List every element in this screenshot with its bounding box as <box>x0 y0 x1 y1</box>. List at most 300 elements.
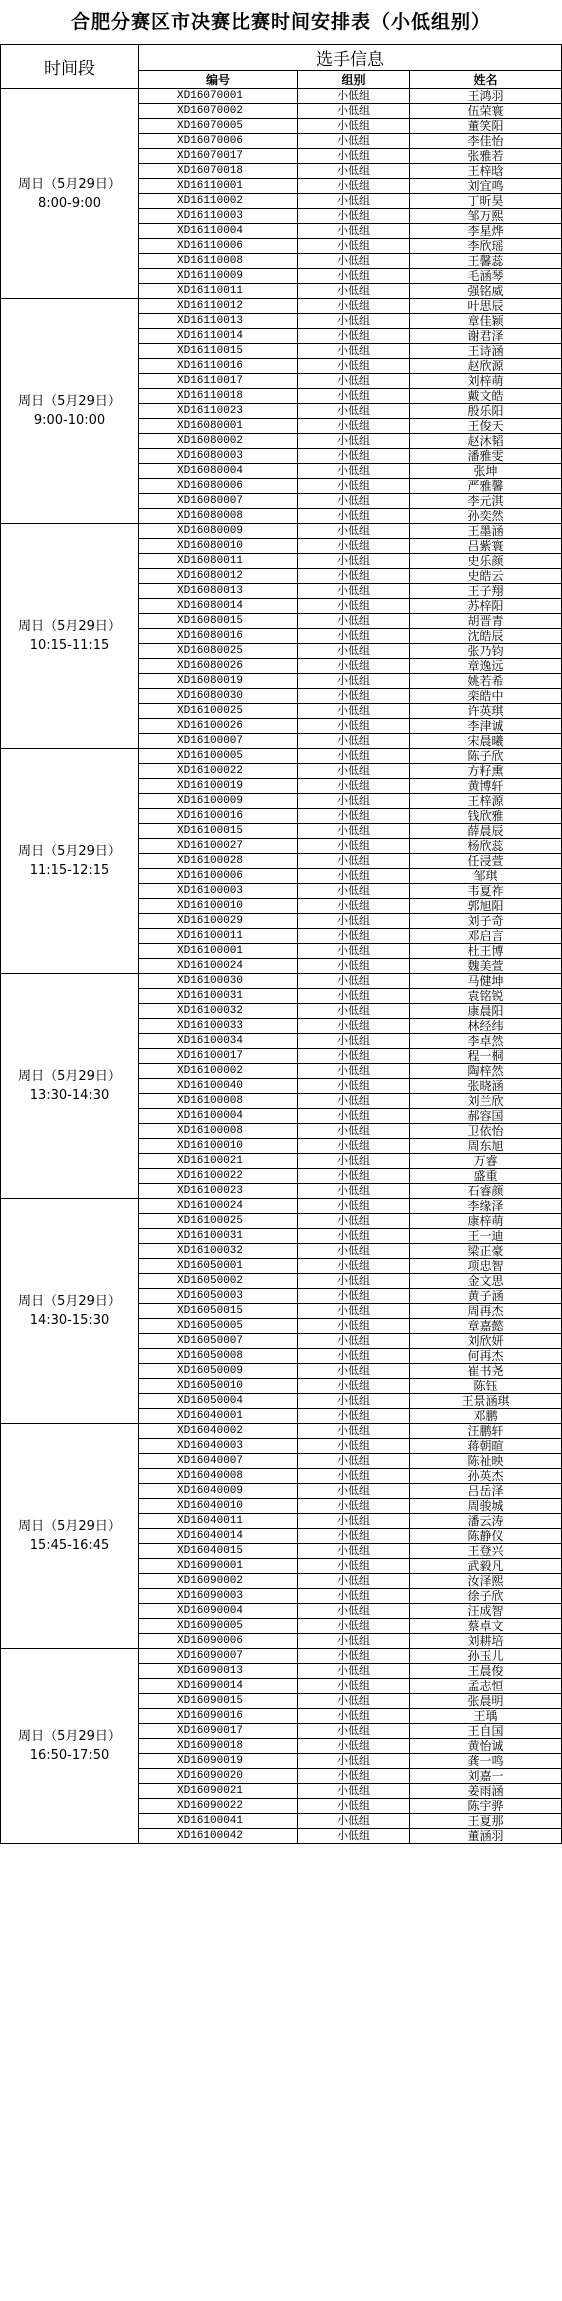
player-group: 小低组 <box>298 464 410 479</box>
player-code: XD16050004 <box>139 1394 298 1409</box>
player-group: 小低组 <box>298 1829 410 1844</box>
player-code: XD16080011 <box>139 554 298 569</box>
player-code: XD16110018 <box>139 389 298 404</box>
player-info-header: 选手信息 <box>139 45 562 71</box>
period-day: 周日（5月29日） <box>18 1069 121 1084</box>
player-name: 李卓然 <box>410 1034 562 1049</box>
player-name: 崔书尧 <box>410 1364 562 1379</box>
player-name: 汪鹏轩 <box>410 1424 562 1439</box>
group-header: 组别 <box>298 71 410 89</box>
player-group: 小低组 <box>298 1574 410 1589</box>
player-code: XD16090001 <box>139 1559 298 1574</box>
player-code: XD16070018 <box>139 164 298 179</box>
player-group: 小低组 <box>298 494 410 509</box>
schedule-table <box>0 44 562 1844</box>
player-code: XD16040002 <box>139 1424 298 1439</box>
player-group: 小低组 <box>298 134 410 149</box>
time-period-cell <box>1 1424 139 1649</box>
player-code: XD16070005 <box>139 119 298 134</box>
player-name: 胡晋青 <box>410 614 562 629</box>
player-name: 孙玉儿 <box>410 1649 562 1664</box>
player-code: XD16100005 <box>139 749 298 764</box>
player-group: 小低组 <box>298 1169 410 1184</box>
player-name: 韦夏祚 <box>410 884 562 899</box>
player-group: 小低组 <box>298 1559 410 1574</box>
player-code: XD16090017 <box>139 1724 298 1739</box>
player-name: 董涵羽 <box>410 1829 562 1844</box>
player-name: 孙奕然 <box>410 509 562 524</box>
player-code: XD16100024 <box>139 959 298 974</box>
player-group: 小低组 <box>298 269 410 284</box>
player-code: XD16080008 <box>139 509 298 524</box>
time-period-cell <box>1 1199 139 1424</box>
player-name: 邓鹏 <box>410 1409 562 1424</box>
player-group: 小低组 <box>298 1034 410 1049</box>
player-group: 小低组 <box>298 344 410 359</box>
player-group: 小低组 <box>298 329 410 344</box>
table-row <box>1 749 562 764</box>
player-code: XD16080012 <box>139 569 298 584</box>
player-group: 小低组 <box>298 1079 410 1094</box>
player-group: 小低组 <box>298 164 410 179</box>
player-group: 小低组 <box>298 224 410 239</box>
player-name: 徐子欣 <box>410 1589 562 1604</box>
player-name: 李佳怡 <box>410 134 562 149</box>
player-code: XD16100009 <box>139 794 298 809</box>
player-code: XD16080025 <box>139 644 298 659</box>
player-name: 陈子欣 <box>410 749 562 764</box>
player-name: 孟志恒 <box>410 1679 562 1694</box>
player-group: 小低组 <box>298 1499 410 1514</box>
player-group: 小低组 <box>298 1124 410 1139</box>
player-code: XD16080014 <box>139 599 298 614</box>
player-name: 刘宜鸣 <box>410 179 562 194</box>
player-code: XD16050003 <box>139 1289 298 1304</box>
player-code: XD16100011 <box>139 929 298 944</box>
period-day: 周日（5月29日） <box>18 619 121 634</box>
player-code: XD16100041 <box>139 1814 298 1829</box>
player-group: 小低组 <box>298 1784 410 1799</box>
schedule-body <box>1 45 562 1844</box>
player-group: 小低组 <box>298 809 410 824</box>
player-code: XD16100034 <box>139 1034 298 1049</box>
player-code: XD16090005 <box>139 1619 298 1634</box>
player-name: 殷乐阳 <box>410 404 562 419</box>
player-group: 小低组 <box>298 1439 410 1454</box>
player-name: 姜雨涵 <box>410 1784 562 1799</box>
player-code: XD16090019 <box>139 1754 298 1769</box>
table-row <box>1 1199 562 1214</box>
table-row <box>1 974 562 989</box>
player-group: 小低组 <box>298 1139 410 1154</box>
player-group: 小低组 <box>298 554 410 569</box>
player-name: 张晓涵 <box>410 1079 562 1094</box>
player-name: 康晨阳 <box>410 1004 562 1019</box>
player-group: 小低组 <box>298 149 410 164</box>
player-code: XD16040007 <box>139 1454 298 1469</box>
player-group: 小低组 <box>298 389 410 404</box>
player-group: 小低组 <box>298 1349 410 1364</box>
player-code: XD16080019 <box>139 674 298 689</box>
player-code: XD16100031 <box>139 1229 298 1244</box>
player-code: XD16040011 <box>139 1514 298 1529</box>
player-name: 潘云涛 <box>410 1514 562 1529</box>
player-code: XD16090020 <box>139 1769 298 1784</box>
player-group: 小低组 <box>298 1289 410 1304</box>
player-code: XD16100006 <box>139 869 298 884</box>
player-name: 梁正豪 <box>410 1244 562 1259</box>
player-group: 小低组 <box>298 1319 410 1334</box>
player-code: XD16080013 <box>139 584 298 599</box>
player-group: 小低组 <box>298 644 410 659</box>
player-code: XD16050007 <box>139 1334 298 1349</box>
player-code: XD16110002 <box>139 194 298 209</box>
player-code: XD16040009 <box>139 1484 298 1499</box>
player-group: 小低组 <box>298 179 410 194</box>
player-code: XD16100016 <box>139 809 298 824</box>
player-code: XD16080006 <box>139 479 298 494</box>
player-name: 苏梓阳 <box>410 599 562 614</box>
player-code: XD16100010 <box>139 899 298 914</box>
player-group: 小低组 <box>298 659 410 674</box>
player-name: 龚一鸣 <box>410 1754 562 1769</box>
table-row <box>1 299 562 314</box>
player-name: 宋晨曦 <box>410 734 562 749</box>
player-code: XD16050005 <box>139 1319 298 1334</box>
player-group: 小低组 <box>298 434 410 449</box>
player-code: XD16100022 <box>139 764 298 779</box>
player-group: 小低组 <box>298 254 410 269</box>
player-name: 马健坤 <box>410 974 562 989</box>
player-name: 沈皓辰 <box>410 629 562 644</box>
player-name: 王俊天 <box>410 419 562 434</box>
player-code: XD16050015 <box>139 1304 298 1319</box>
player-code: XD16080026 <box>139 659 298 674</box>
player-group: 小低组 <box>298 959 410 974</box>
player-group: 小低组 <box>298 1304 410 1319</box>
player-group: 小低组 <box>298 869 410 884</box>
player-code: XD16100001 <box>139 944 298 959</box>
player-group: 小低组 <box>298 929 410 944</box>
player-group: 小低组 <box>298 1754 410 1769</box>
player-code: XD16090006 <box>139 1634 298 1649</box>
player-group: 小低组 <box>298 1409 410 1424</box>
player-code: XD16100023 <box>139 1184 298 1199</box>
player-group: 小低组 <box>298 914 410 929</box>
period-day: 周日（5月29日） <box>18 1294 121 1309</box>
player-code: XD16100025 <box>139 704 298 719</box>
player-name: 康梓萌 <box>410 1214 562 1229</box>
player-group: 小低组 <box>298 884 410 899</box>
player-name: 刘耕培 <box>410 1634 562 1649</box>
player-group: 小低组 <box>298 539 410 554</box>
player-group: 小低组 <box>298 1334 410 1349</box>
player-name: 张坤 <box>410 464 562 479</box>
player-name: 王鸿羽 <box>410 89 562 104</box>
player-code: XD16090007 <box>139 1649 298 1664</box>
player-group: 小低组 <box>298 1214 410 1229</box>
code-header: 编号 <box>139 71 298 89</box>
player-name: 王景涵琪 <box>410 1394 562 1409</box>
time-period-cell <box>1 974 139 1199</box>
player-name: 汪成智 <box>410 1604 562 1619</box>
player-name: 姚若希 <box>410 674 562 689</box>
player-name: 王登兴 <box>410 1544 562 1559</box>
player-group: 小低组 <box>298 1619 410 1634</box>
player-group: 小低组 <box>298 1094 410 1109</box>
player-code: XD16090013 <box>139 1664 298 1679</box>
player-name: 章佳颖 <box>410 314 562 329</box>
player-group: 小低组 <box>298 794 410 809</box>
player-name: 刘梓萌 <box>410 374 562 389</box>
player-group: 小低组 <box>298 569 410 584</box>
player-group: 小低组 <box>298 1004 410 1019</box>
player-name: 章嘉懿 <box>410 1319 562 1334</box>
player-code: XD16080010 <box>139 539 298 554</box>
player-group: 小低组 <box>298 1634 410 1649</box>
player-group: 小低组 <box>298 1724 410 1739</box>
player-code: XD16100031 <box>139 989 298 1004</box>
player-code: XD16110016 <box>139 359 298 374</box>
player-code: XD16070006 <box>139 134 298 149</box>
player-group: 小低组 <box>298 314 410 329</box>
player-name: 薛晨辰 <box>410 824 562 839</box>
player-group: 小低组 <box>298 629 410 644</box>
player-name: 王自国 <box>410 1724 562 1739</box>
player-group: 小低组 <box>298 1694 410 1709</box>
player-name: 王一迪 <box>410 1229 562 1244</box>
player-group: 小低组 <box>298 284 410 299</box>
player-code: XD16100040 <box>139 1079 298 1094</box>
player-code: XD16100019 <box>139 779 298 794</box>
player-group: 小低组 <box>298 449 410 464</box>
player-code: XD16070001 <box>139 89 298 104</box>
player-name: 黄博轩 <box>410 779 562 794</box>
player-name: 程一桐 <box>410 1049 562 1064</box>
player-name: 丁昕昊 <box>410 194 562 209</box>
player-code: XD16110001 <box>139 179 298 194</box>
player-code: XD16100032 <box>139 1244 298 1259</box>
period-time: 8:00-9:00 <box>37 195 102 211</box>
player-code: XD16100007 <box>139 734 298 749</box>
player-code: XD16090021 <box>139 1784 298 1799</box>
player-code: XD16110008 <box>139 254 298 269</box>
player-code: XD16090015 <box>139 1694 298 1709</box>
time-period-cell <box>1 89 139 299</box>
player-name: 王夏那 <box>410 1814 562 1829</box>
player-group: 小低组 <box>298 734 410 749</box>
player-name: 吕紫寰 <box>410 539 562 554</box>
player-group: 小低组 <box>298 1364 410 1379</box>
player-group: 小低组 <box>298 839 410 854</box>
player-name: 邓启言 <box>410 929 562 944</box>
player-group: 小低组 <box>298 689 410 704</box>
player-code: XD16050002 <box>139 1274 298 1289</box>
player-name: 王梓晗 <box>410 164 562 179</box>
player-code: XD16090014 <box>139 1679 298 1694</box>
player-code: XD16090004 <box>139 1604 298 1619</box>
player-name: 石睿颜 <box>410 1184 562 1199</box>
player-group: 小低组 <box>298 1469 410 1484</box>
player-code: XD16040008 <box>139 1469 298 1484</box>
player-code: XD16040001 <box>139 1409 298 1424</box>
player-code: XD16110013 <box>139 314 298 329</box>
player-code: XD16100010 <box>139 1139 298 1154</box>
player-name: 李欣瑶 <box>410 239 562 254</box>
time-period-cell <box>1 749 139 974</box>
player-name: 陈静仪 <box>410 1529 562 1544</box>
player-code: XD16100028 <box>139 854 298 869</box>
player-name: 周东旭 <box>410 1139 562 1154</box>
player-code: XD16070002 <box>139 104 298 119</box>
player-name: 李星烨 <box>410 224 562 239</box>
player-group: 小低组 <box>298 1799 410 1814</box>
player-group: 小低组 <box>298 749 410 764</box>
player-name: 史皓云 <box>410 569 562 584</box>
player-name: 伍荣寰 <box>410 104 562 119</box>
player-code: XD16110006 <box>139 239 298 254</box>
player-code: XD16100004 <box>139 1109 298 1124</box>
player-group: 小低组 <box>298 1199 410 1214</box>
period-time: 11:15-12:15 <box>29 863 110 878</box>
player-code: XD16100030 <box>139 974 298 989</box>
player-code: XD16110004 <box>139 224 298 239</box>
time-period-cell <box>1 1649 139 1844</box>
player-group: 小低组 <box>298 944 410 959</box>
player-name: 盛重 <box>410 1169 562 1184</box>
player-name: 王晨俊 <box>410 1664 562 1679</box>
period-day: 周日（5月29日） <box>18 1729 121 1744</box>
player-name: 章逸远 <box>410 659 562 674</box>
period-time: 10:15-11:15 <box>29 638 110 653</box>
player-name: 史乐颜 <box>410 554 562 569</box>
player-group: 小低组 <box>298 1229 410 1244</box>
period-time: 9:00-10:00 <box>33 413 106 428</box>
player-name: 潘雅雯 <box>410 449 562 464</box>
player-code: XD16040014 <box>139 1529 298 1544</box>
player-code: XD16090003 <box>139 1589 298 1604</box>
period-header: 时间段 <box>1 45 139 89</box>
player-group: 小低组 <box>298 989 410 1004</box>
player-group: 小低组 <box>298 1064 410 1079</box>
player-name: 戴文皓 <box>410 389 562 404</box>
player-group: 小低组 <box>298 599 410 614</box>
player-name: 赵沐韬 <box>410 434 562 449</box>
period-time: 14:30-15:30 <box>29 1313 110 1328</box>
player-name: 郭旭阳 <box>410 899 562 914</box>
player-group: 小低组 <box>298 584 410 599</box>
player-group: 小低组 <box>298 1739 410 1754</box>
player-name: 刘欣妍 <box>410 1334 562 1349</box>
player-code: XD16110012 <box>139 299 298 314</box>
player-code: XD16070017 <box>139 149 298 164</box>
player-name: 武毅凡 <box>410 1559 562 1574</box>
player-group: 小低组 <box>298 1679 410 1694</box>
period-day: 周日（5月29日） <box>18 394 121 409</box>
table-row <box>1 524 562 539</box>
player-name: 袁铭锐 <box>410 989 562 1004</box>
player-name: 严雅馨 <box>410 479 562 494</box>
player-name: 张雅若 <box>410 149 562 164</box>
player-group: 小低组 <box>298 704 410 719</box>
player-name: 李津诚 <box>410 719 562 734</box>
player-group: 小低组 <box>298 1589 410 1604</box>
player-name: 王诗涵 <box>410 344 562 359</box>
player-group: 小低组 <box>298 1379 410 1394</box>
player-name: 王墨涵 <box>410 524 562 539</box>
player-name: 李元淇 <box>410 494 562 509</box>
player-name: 毛涵琴 <box>410 269 562 284</box>
player-group: 小低组 <box>298 1529 410 1544</box>
period-time: 13:30-14:30 <box>29 1088 110 1103</box>
player-code: XD16090018 <box>139 1739 298 1754</box>
player-group: 小低组 <box>298 614 410 629</box>
player-code: XD16110009 <box>139 269 298 284</box>
player-code: XD16080030 <box>139 689 298 704</box>
player-code: XD16100003 <box>139 884 298 899</box>
player-code: XD16050008 <box>139 1349 298 1364</box>
player-name: 项忠智 <box>410 1259 562 1274</box>
player-name: 邹琪 <box>410 869 562 884</box>
player-group: 小低组 <box>298 1544 410 1559</box>
player-name: 谢君泽 <box>410 329 562 344</box>
player-name: 万睿 <box>410 1154 562 1169</box>
player-group: 小低组 <box>298 419 410 434</box>
player-code: XD16100015 <box>139 824 298 839</box>
player-name: 陈宇骅 <box>410 1799 562 1814</box>
time-period-cell <box>1 524 139 749</box>
player-group: 小低组 <box>298 404 410 419</box>
player-name: 强铭威 <box>410 284 562 299</box>
player-group: 小低组 <box>298 1649 410 1664</box>
player-group: 小低组 <box>298 974 410 989</box>
player-group: 小低组 <box>298 854 410 869</box>
player-name: 吕岳泽 <box>410 1484 562 1499</box>
player-name: 任浸萱 <box>410 854 562 869</box>
player-code: XD16100026 <box>139 719 298 734</box>
player-name: 董笑阳 <box>410 119 562 134</box>
player-name: 王梓源 <box>410 794 562 809</box>
player-code: XD16040015 <box>139 1544 298 1559</box>
player-code: XD16100025 <box>139 1214 298 1229</box>
player-name: 黄子涵 <box>410 1289 562 1304</box>
player-name: 陈钰 <box>410 1379 562 1394</box>
player-name: 方籽熏 <box>410 764 562 779</box>
player-code: XD16100042 <box>139 1829 298 1844</box>
player-group: 小低组 <box>298 899 410 914</box>
player-code: XD16110003 <box>139 209 298 224</box>
player-group: 小低组 <box>298 1019 410 1034</box>
player-group: 小低组 <box>298 779 410 794</box>
player-group: 小低组 <box>298 1274 410 1289</box>
player-group: 小低组 <box>298 479 410 494</box>
player-code: XD16100027 <box>139 839 298 854</box>
player-code: XD16040010 <box>139 1499 298 1514</box>
player-group: 小低组 <box>298 1259 410 1274</box>
player-group: 小低组 <box>298 719 410 734</box>
player-code: XD16100002 <box>139 1064 298 1079</box>
player-code: XD16080015 <box>139 614 298 629</box>
player-code: XD16110011 <box>139 284 298 299</box>
player-group: 小低组 <box>298 209 410 224</box>
table-row <box>1 1424 562 1439</box>
player-group: 小低组 <box>298 299 410 314</box>
player-group: 小低组 <box>298 1049 410 1064</box>
player-code: XD16100017 <box>139 1049 298 1064</box>
player-code: XD16040003 <box>139 1439 298 1454</box>
period-day: 周日（5月29日） <box>18 176 121 192</box>
period-day: 周日（5月29日） <box>18 844 121 859</box>
